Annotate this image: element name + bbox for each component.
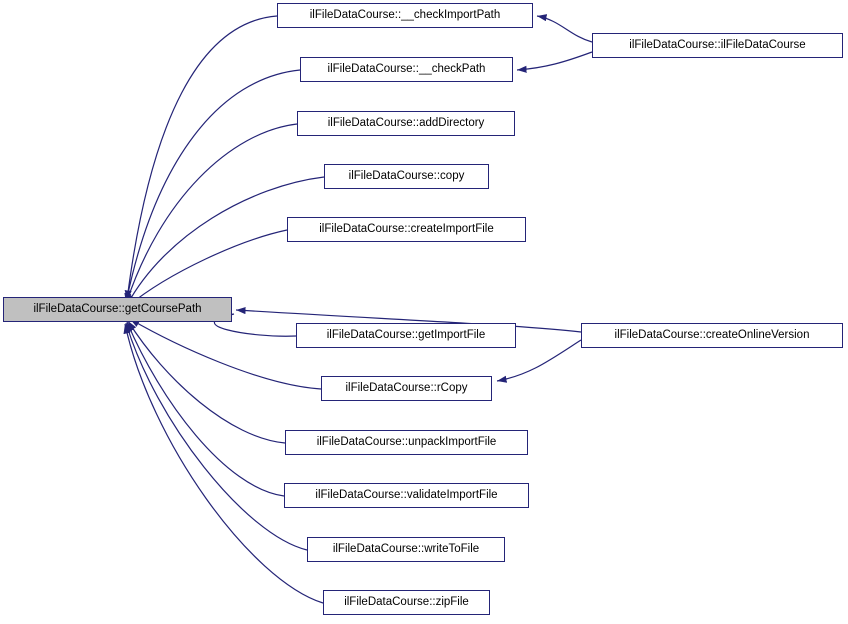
node-caller-4[interactable]: ilFileDataCourse::createImportFile bbox=[287, 217, 526, 242]
node-root[interactable]: ilFileDataCourse::getCoursePath bbox=[3, 297, 232, 322]
node-caller-5[interactable]: ilFileDataCourse::getImportFile bbox=[296, 323, 516, 348]
node-caller-10[interactable]: ilFileDataCourse::zipFile bbox=[323, 590, 490, 615]
node-caller-7[interactable]: ilFileDataCourse::unpackImportFile bbox=[285, 430, 528, 455]
node-caller-3[interactable]: ilFileDataCourse::copy bbox=[324, 164, 489, 189]
node-caller-1[interactable]: ilFileDataCourse::__checkPath bbox=[300, 57, 513, 82]
node-caller-2[interactable]: ilFileDataCourse::addDirectory bbox=[297, 111, 515, 136]
node-caller-8[interactable]: ilFileDataCourse::validateImportFile bbox=[284, 483, 529, 508]
node-caller-6[interactable]: ilFileDataCourse::rCopy bbox=[321, 376, 492, 401]
node-caller-0[interactable]: ilFileDataCourse::__checkImportPath bbox=[277, 3, 533, 28]
node-second-1[interactable]: ilFileDataCourse::createOnlineVersion bbox=[581, 323, 843, 348]
node-caller-9[interactable]: ilFileDataCourse::writeToFile bbox=[307, 537, 505, 562]
node-second-0[interactable]: ilFileDataCourse::ilFileDataCourse bbox=[592, 33, 843, 58]
